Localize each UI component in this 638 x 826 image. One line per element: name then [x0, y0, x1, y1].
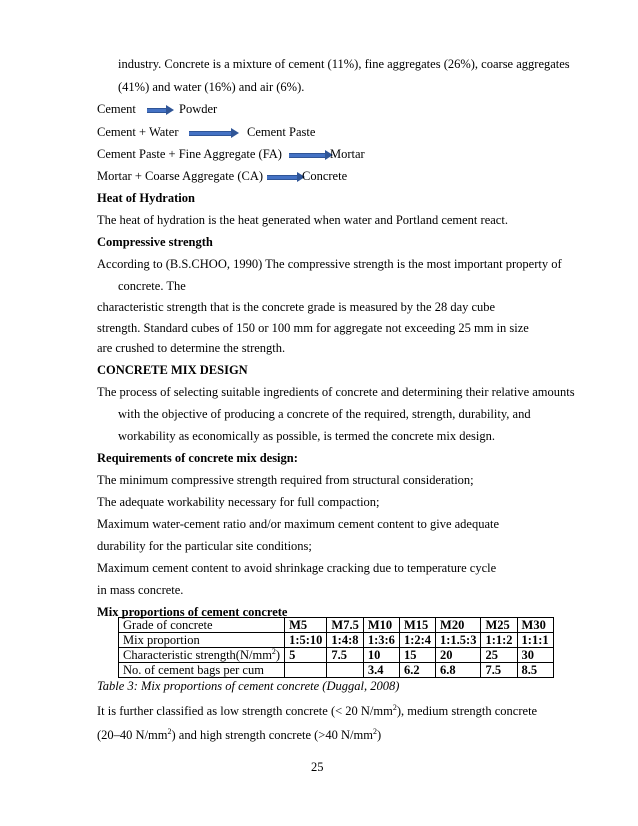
paragraph-line: characteristic strength that is the concrete grade is measured by the 28 day cube — [97, 300, 496, 314]
table-cell: No. of cement bags per cum — [119, 663, 285, 678]
table-row — [119, 618, 554, 633]
paragraph-line: concrete. The — [118, 279, 186, 293]
paragraph-line: According to (B.S.CHOO, 1990) The compressive strength is the most important property of — [97, 257, 562, 271]
section-heading: Compressive strength — [97, 235, 213, 249]
table-cell: 30 — [517, 648, 553, 663]
paragraph-line: (41%) and water (16%) and air (6%). — [118, 80, 305, 94]
flow-right: Concrete — [302, 169, 348, 183]
table-caption: Table 3: Mix proportions of cement concrete (Duggal, 2008) — [97, 679, 400, 693]
superscript: 2 — [372, 726, 377, 736]
table-cell: 8.5 — [517, 663, 553, 678]
superscript: 2 — [167, 726, 172, 736]
paragraph-line: Maximum water-cement ratio and/or maximum cement content to give adequate — [97, 517, 500, 531]
paragraph-line: Maximum cement content to avoid shrinkage cracking due to temperature cycle — [97, 561, 497, 575]
paragraph-line — [97, 704, 537, 719]
table-cell: 25 — [481, 648, 517, 663]
paragraph-line: The adequate workability necessary for full compaction; — [97, 495, 380, 509]
table-cell: 10 — [363, 648, 399, 663]
table-cell: 1:3:6 — [363, 633, 399, 648]
flow-left: Cement — [97, 102, 136, 116]
table-row — [119, 663, 554, 678]
arrow-icon — [147, 105, 174, 115]
table-cell: 1:2:4 — [399, 633, 435, 648]
text-run: ) — [376, 728, 382, 742]
mix-proportions-table — [118, 617, 554, 678]
superscript: 2 — [392, 702, 397, 712]
table-cell: 7.5 — [327, 648, 363, 663]
table-cell: 5 — [285, 648, 327, 663]
section-heading: CONCRETE MIX DESIGN — [97, 363, 248, 377]
table-cell: M20 — [436, 618, 481, 633]
paragraph-line: workability as economically as possible, is termed the concrete mix design. — [118, 429, 495, 443]
flow-left: Mortar + Coarse Aggregate (CA) — [97, 169, 264, 183]
table-cell: 1:1.5:3 — [436, 633, 481, 648]
table-cell: M30 — [517, 618, 553, 633]
paragraph-line: durability for the particular site conditions; — [97, 539, 312, 553]
text-run: ), medium strength concrete — [396, 704, 538, 718]
row-label: Characteristic strength(N/mm — [123, 648, 272, 662]
flow-right: Cement Paste — [247, 125, 316, 139]
paragraph-line: in mass concrete. — [97, 583, 184, 597]
page-number: 25 — [311, 760, 324, 774]
flow-right: Mortar — [330, 147, 365, 161]
paragraph-line: are crushed to determine the strength. — [97, 341, 286, 355]
table-cell: 1:4:8 — [327, 633, 363, 648]
table-cell: 6.2 — [399, 663, 435, 678]
paragraph-line: with the objective of producing a concrete of the required, strength, durability, and — [118, 407, 531, 421]
paragraph-line — [97, 728, 381, 743]
paragraph-line: strength. Standard cubes of 150 or 100 mm for aggregate not exceeding 25 mm in size — [97, 321, 529, 335]
table-cell: 20 — [436, 648, 481, 663]
text-run: ) and high strength concrete (>40 N/mm — [171, 728, 373, 742]
arrow-icon — [289, 150, 333, 160]
paragraph-line: The heat of hydration is the heat generated when water and Portland cement react. — [97, 213, 508, 227]
section-heading: Heat of Hydration — [97, 191, 195, 205]
table-cell: 15 — [399, 648, 435, 663]
table-cell: M10 — [363, 618, 399, 633]
table-row — [119, 633, 554, 648]
table-cell — [327, 663, 363, 678]
paragraph-line: industry. Concrete is a mixture of cement (11%), fine aggregates (26%), coarse aggregates — [118, 57, 570, 71]
flow-right: Powder — [179, 102, 218, 116]
flow-left: Cement Paste + Fine Aggregate (FA) — [97, 147, 282, 161]
table-cell: 6.8 — [436, 663, 481, 678]
table-cell: 1:1:1 — [517, 633, 553, 648]
flow-left: Cement + Water — [97, 125, 179, 139]
table-cell: 3.4 — [363, 663, 399, 678]
superscript: 2 — [271, 646, 276, 656]
table-cell: M5 — [285, 618, 327, 633]
paragraph-line: The process of selecting suitable ingredients of concrete and determining their relative amounts — [97, 385, 575, 399]
text-run: It is further classified as low strength concrete (< 20 N/mm — [97, 704, 393, 718]
table-cell: M7.5 — [327, 618, 363, 633]
table-row — [119, 648, 554, 663]
table-cell: Grade of concrete — [119, 618, 285, 633]
section-heading: Mix proportions of cement concrete — [97, 605, 288, 619]
table-cell: 1:1:2 — [481, 633, 517, 648]
table-cell: 7.5 — [481, 663, 517, 678]
arrow-icon — [267, 172, 305, 182]
table-cell — [119, 648, 285, 663]
table-cell: M25 — [481, 618, 517, 633]
table-cell: Mix proportion — [119, 633, 285, 648]
row-label-end: ) — [275, 648, 281, 662]
table-cell: 1:5:10 — [285, 633, 327, 648]
arrow-icon — [189, 128, 239, 138]
table-cell: M15 — [399, 618, 435, 633]
table-cell — [285, 663, 327, 678]
section-heading: Requirements of concrete mix design: — [97, 451, 298, 465]
text-run: (20–40 N/mm — [97, 728, 168, 742]
paragraph-line: The minimum compressive strength required from structural consideration; — [97, 473, 474, 487]
